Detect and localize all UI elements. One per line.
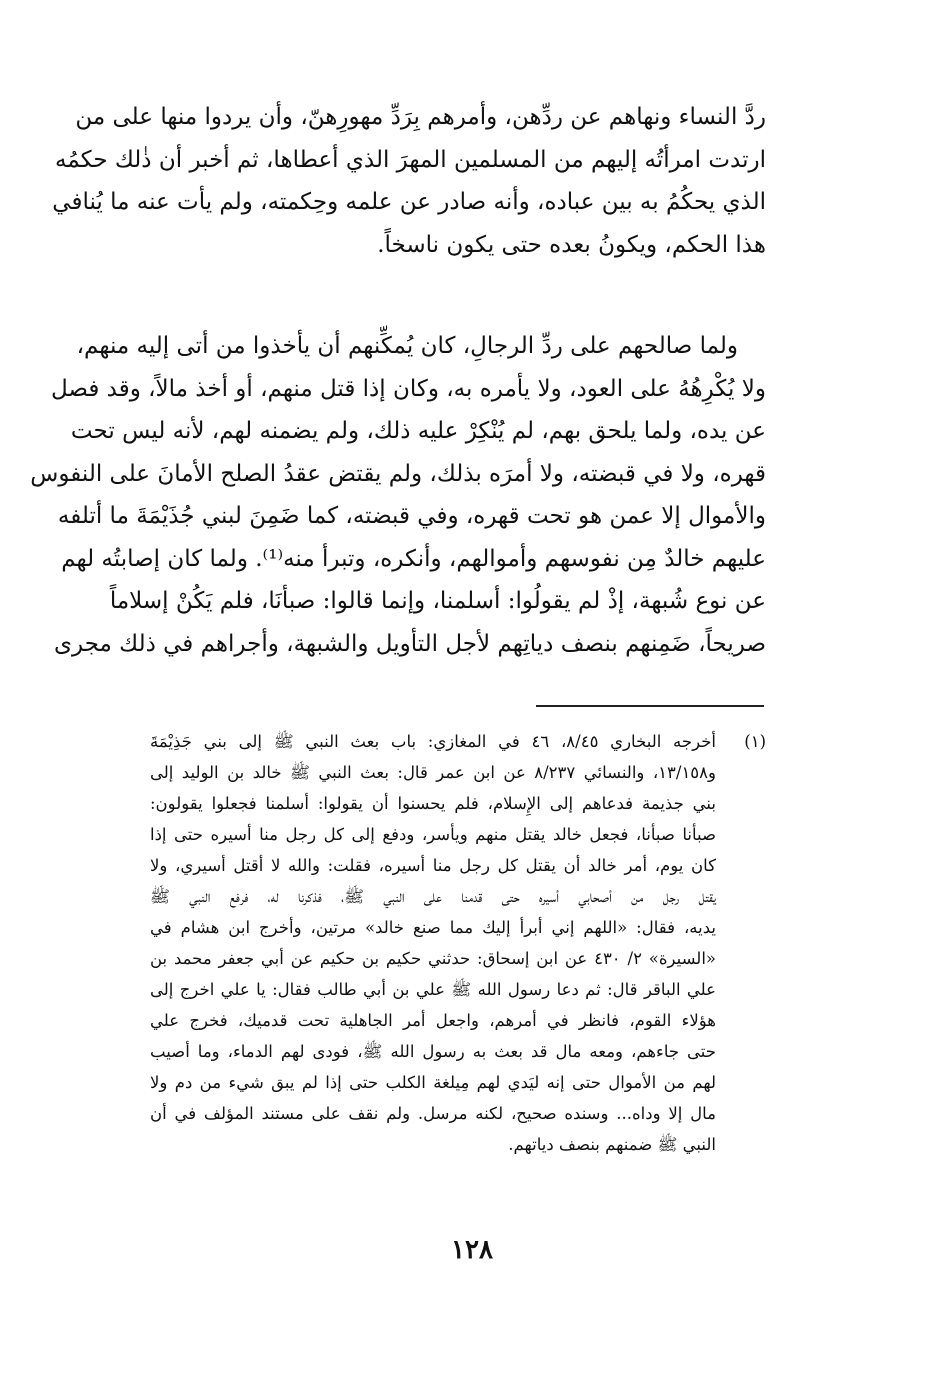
page-number: ١٢٨	[451, 1235, 493, 1265]
footnote-marker: (١)	[744, 732, 766, 751]
text-line: الذي يحكُمُ به بين عباده، وأنه صادر عن علمه وحِكمته، ولم يأت عنه ما يُنافي	[52, 189, 766, 215]
footnote-line: بني جذيمة فدعاهم إلى الإِسلام، فلم يحسنوا أن يقولوا: أسلمنا فجعلوا يقولون:	[150, 794, 716, 813]
text-line: ولا يُكْرِهُهُ على العود، ولا يأمره به، وكان إذا قتل منهم، أو أخذ مالاً، وقد فصل	[50, 375, 766, 402]
footnote-line: مال إلا وداه... وسنده صحيح، لكنه مرسل. ولم نقف على مستند المؤلف في أن	[150, 1104, 716, 1123]
body-paragraph-1	[52, 96, 766, 266]
footnote-line: حتى جاءهم، ومعه مال قد بعث به رسول الله ﷺ، فودى لهم الدماء، وما أصيب	[150, 1042, 716, 1061]
footnote-line: صبأنا صبأنا، فجعل خالد يقتل منهم ويأسر، ودفع إلى كل رجل منا أسيره حتى إذا	[150, 825, 716, 844]
text-line: قهره، ولا في قبضته، ولا أمرَه بذلك، ولم يقتض عقدُ الصلح الأمانَ على النفوس	[30, 460, 766, 487]
text-line: عليهم خالدٌ مِن نفوسهم وأموالهم، وأنكره، وتبرأ منه⁽¹⁾. ولما كان إصابتُه لهم	[61, 545, 766, 572]
footnote-line: و١٣/١٥٨، والنسائي ٨/٢٣٧ عن ابن عمر قال: بعث النبي ﷺ خالد بن الوليد إلى	[150, 763, 716, 782]
footnote-line: علي الباقر قال: ثم دعا رسول الله ﷺ علي بن أبي طالب فقال: يا علي اخرج إلى	[150, 980, 716, 999]
footnote-separator	[536, 705, 764, 707]
footnote	[150, 726, 766, 1160]
footnote-line: يقتل رجل من أصحابي أسيره حتى قدمنا على النبي ﷺ، فذكرنا له، فرفع النبي ﷺ	[150, 887, 716, 906]
footnote-line: يديه، فقال: «اللهم إني أبرأ إليك مما صنع خالد» مرتين، وأخرج ابن هشام في	[150, 918, 716, 937]
text-line: والأموال إلا عمن هو تحت قهره، وفي قبضته، كما ضَمِنَ لبني جُذَيْمَةَ ما أتلفه	[57, 503, 766, 529]
footnote-body	[150, 726, 716, 1160]
text-line: هذا الحكم، ويكونُ بعده حتى يكون ناسخاً.	[377, 231, 766, 258]
text-line: عن يده، ولما يلحق بهم، لم يُنْكِرْ عليه ذلك، ولم يضمنه لهم، لأنه ليس تحت	[70, 418, 766, 444]
footnote-line: كان يوم، أمر خالد أن يقتل كل رجل منا أسيره، فقلت: والله لا أقتل أسيري، ولا	[150, 856, 716, 875]
footnote-line: النبي ﷺ ضمنهم بنصف دياتهم.	[508, 1135, 716, 1154]
footnote-line: هؤلاء القوم، فانظر في أمرهم، واجعل أمر الجاهلية تحت قدميك، فخرج علي	[150, 1011, 716, 1030]
text-line: ولما صالحهم على ردِّ الرجالِ، كان يُمكِّنهم أن يأخذوا من أتى إليه منهم،	[76, 333, 738, 359]
body-paragraph-2	[30, 325, 766, 665]
footnote-line: «السيرة» ٢/ ٤٣٠ عن ابن إسحاق: حدثني حكيم بن حكيم عن أبي جعفر محمد بن	[150, 949, 717, 968]
text-line: ارتدت امرأتُه إليهم من المسلمين المهرَ الذي أعطاها، ثم أخبر أن ذٰلك حكمُه	[55, 146, 766, 173]
text-line: ردَّ النساء ونهاهم عن ردِّهن، وأمرهم بِرَدِّ مهورِهنّ، وأن يردوا منها على من	[75, 104, 766, 130]
text-line: عن نوع شُبهة، إذْ لم يقولُوا: أسلمنا، وإنما قالوا: صبأنَا، فلم يَكُنْ إسلاماً	[109, 588, 766, 614]
footnote-line: لهم من الأموال حتى إنه ليَدي لهم مِيلغة الكلب حتى إذا لم يبق شيء من دم ولا	[150, 1073, 716, 1092]
text-line: صريحاً، ضَمِنهم بنصف دياتِهم لأجل التأويل والشبهة، وأجراهم في ذلك مجرى	[54, 630, 766, 657]
footnote-line: أخرجه البخاري ٨/٤٥، ٤٦ في المغازي: باب بعث النبي ﷺ إلى بني جَذِيْمَةَ	[150, 732, 716, 751]
